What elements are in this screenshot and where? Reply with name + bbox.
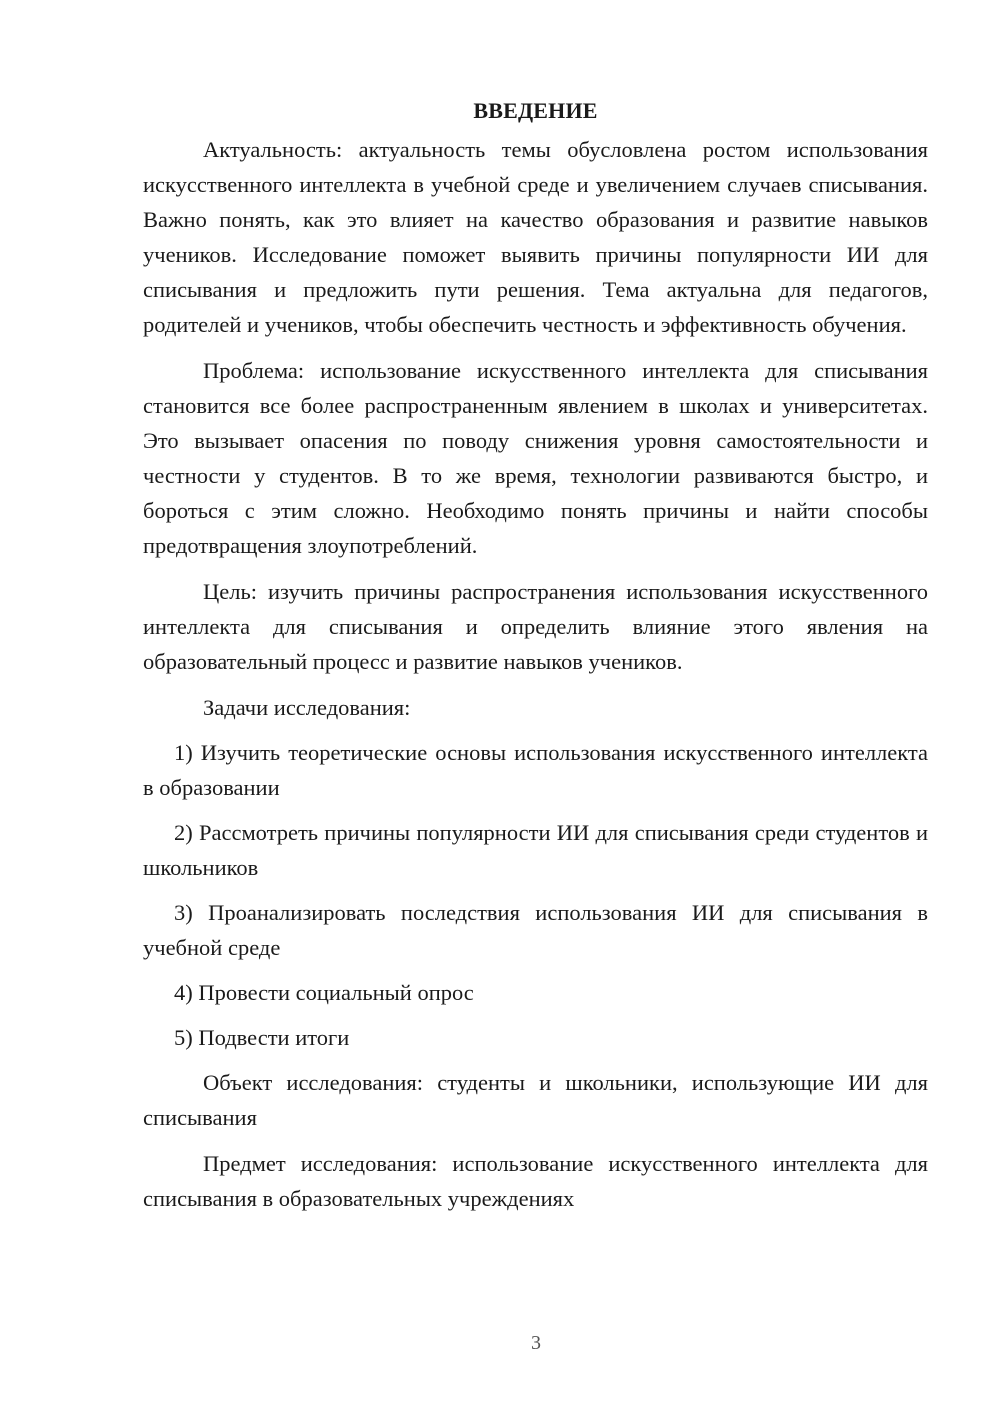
problem-paragraph: Проблема: использование искусственного интеллекта для списывания становится все более распространенным явлением в школах и университетах. Это вызывает опасения по поводу снижения уровня самостоятельности и честности у студентов. В то же время, технологии развиваются быстро, и бороться с этим сложно. Необходимо понять причины и найти способы предотвращения злоупотреблений. xyxy=(143,358,928,558)
task-item: 5) Подвести итоги xyxy=(174,1025,350,1050)
task-item: 1) Изучить теоретические основы использования искусственного интеллекта в образовании xyxy=(143,740,928,800)
task-item: 4) Провести социальный опрос xyxy=(174,980,474,1005)
subject-paragraph: Предмет исследования: использование искусственного интеллекта для списывания в образовательных учреждениях xyxy=(143,1151,928,1211)
goal-paragraph: Цель: изучить причины распространения использования искусственного интеллекта для списывания и определить влияние этого явления на образовательный процесс и развитие навыков учеников. xyxy=(143,579,928,674)
page-content xyxy=(143,93,928,1227)
object-paragraph: Объект исследования: студенты и школьники, использующие ИИ для списывания xyxy=(143,1070,928,1130)
task-item: 3) Проанализировать последствия использования ИИ для списывания в учебной среде xyxy=(143,900,928,960)
section-title: ВВЕДЕНИЕ xyxy=(473,98,598,123)
relevance-paragraph: Актуальность: актуальность темы обусловлена ростом использования искусственного интеллекта в учебной среде и увеличением случаев списывания. Важно понять, как это влияет на качество образования и развитие навыков учеников. Исследование поможет выявить причины популярности ИИ для списывания и предложить пути решения. Тема актуальна для педагогов, родителей и учеников, чтобы обеспечить честность и эффективность обучения. xyxy=(143,137,928,337)
tasks-heading: Задачи исследования: xyxy=(203,695,411,720)
task-item: 2) Рассмотреть причины популярности ИИ для списывания среди студентов и школьников xyxy=(143,820,928,880)
page-number: 3 xyxy=(531,1332,541,1354)
